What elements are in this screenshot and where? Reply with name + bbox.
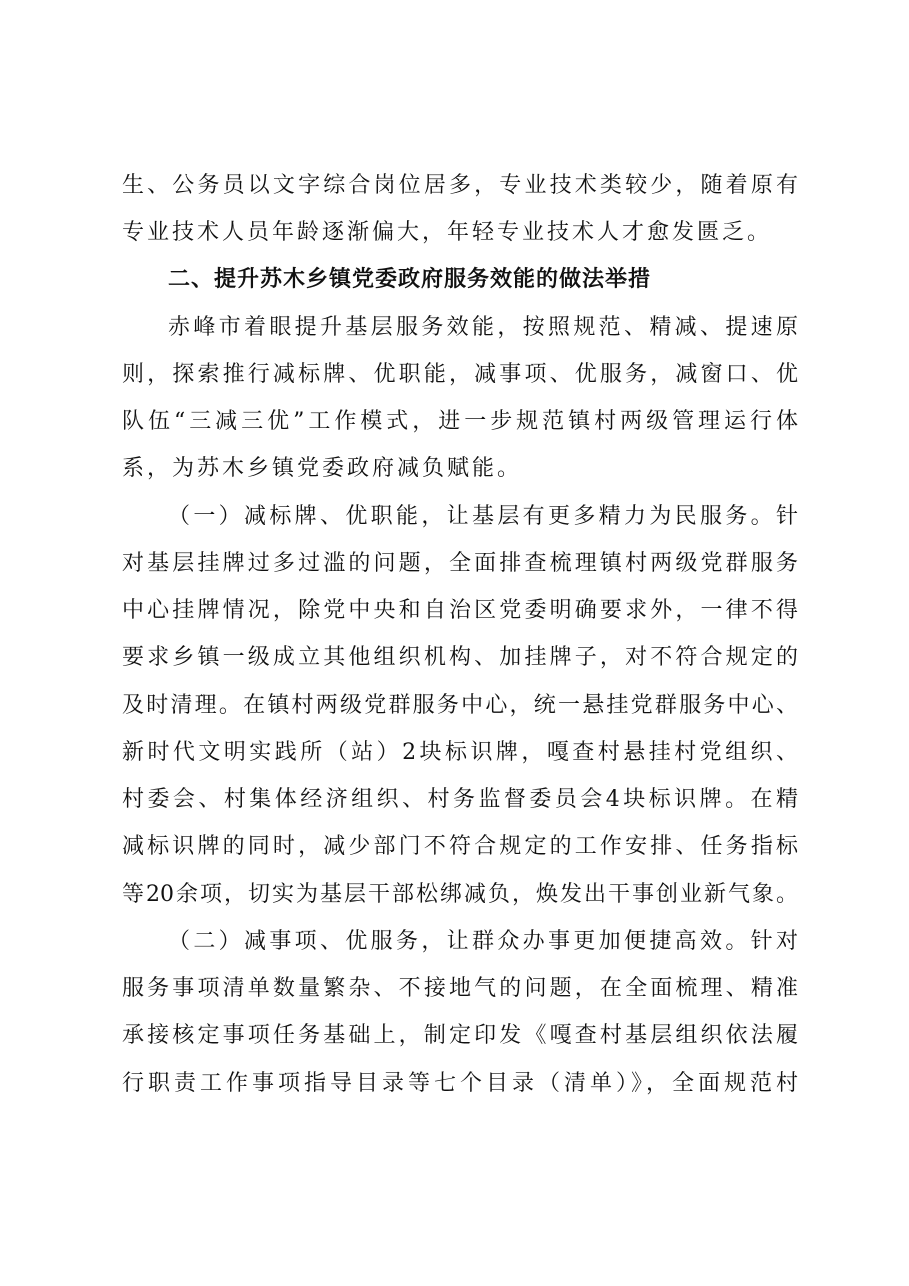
- paragraph-line: 专业技术人员年龄逐渐偏大，年轻专业技术人才愈发匮乏。: [122, 220, 773, 245]
- paragraph-line: 及时清理。在镇村两级党群服务中心，统一悬挂党群服务中心、: [122, 693, 798, 718]
- paragraph-line: 新时代文明实践所（站）2块标识牌，嘎查村悬挂村党组织、: [122, 740, 798, 765]
- paragraph-line: 要求乡镇一级成立其他组织机构、加挂牌子，对不符合规定的: [122, 645, 798, 670]
- paragraph-line: 承接核定事项任务基础上，制定印发《嘎查村基层组织依法履: [122, 1023, 798, 1048]
- paragraph-line: 服务事项清单数量繁杂、不接地气的问题，在全面梳理、精准: [122, 976, 798, 1001]
- paragraph-line: 系，为苏木乡镇党委政府减负赋能。: [122, 456, 523, 481]
- paragraph-line: 赤峰市着眼提升基层服务效能，按照规范、精减、提速原: [168, 315, 798, 340]
- paragraph-line: 生、公务员以文字综合岗位居多，专业技术类较少，随着原有: [122, 173, 798, 198]
- paragraph-line: 中心挂牌情况，除党中央和自治区党委明确要求外，一律不得: [122, 598, 798, 623]
- paragraph-line: 队伍“三减三优”工作模式，进一步规范镇村两级管理运行体: [122, 409, 798, 434]
- paragraph-line: （二）减事项、优服务，让群众办事更加便捷高效。针对: [168, 929, 798, 954]
- paragraph-line: 村委会、村集体经济组织、村务监督委员会4块标识牌。在精: [122, 787, 798, 812]
- paragraph-line: 等20余项，切实为基层干部松绑减负，焕发出干事创业新气象。: [122, 882, 798, 907]
- paragraph-line: 则，探索推行减标牌、优职能，减事项、优服务，减窗口、优: [122, 362, 798, 387]
- paragraph-line: 对基层挂牌过多过滥的问题，全面排查梳理镇村两级党群服务: [122, 551, 798, 576]
- paragraph-line: （一）减标牌、优职能，让基层有更多精力为民服务。针: [168, 504, 798, 529]
- section-heading: 二、提升苏木乡镇党委政府服务效能的做法举措: [168, 267, 652, 292]
- paragraph-line: 行职责工作事项指导目录等七个目录（清单）》，全面规范村: [122, 1071, 798, 1096]
- paragraph-line: 减标识牌的同时，减少部门不符合规定的工作安排、任务指标: [122, 834, 798, 859]
